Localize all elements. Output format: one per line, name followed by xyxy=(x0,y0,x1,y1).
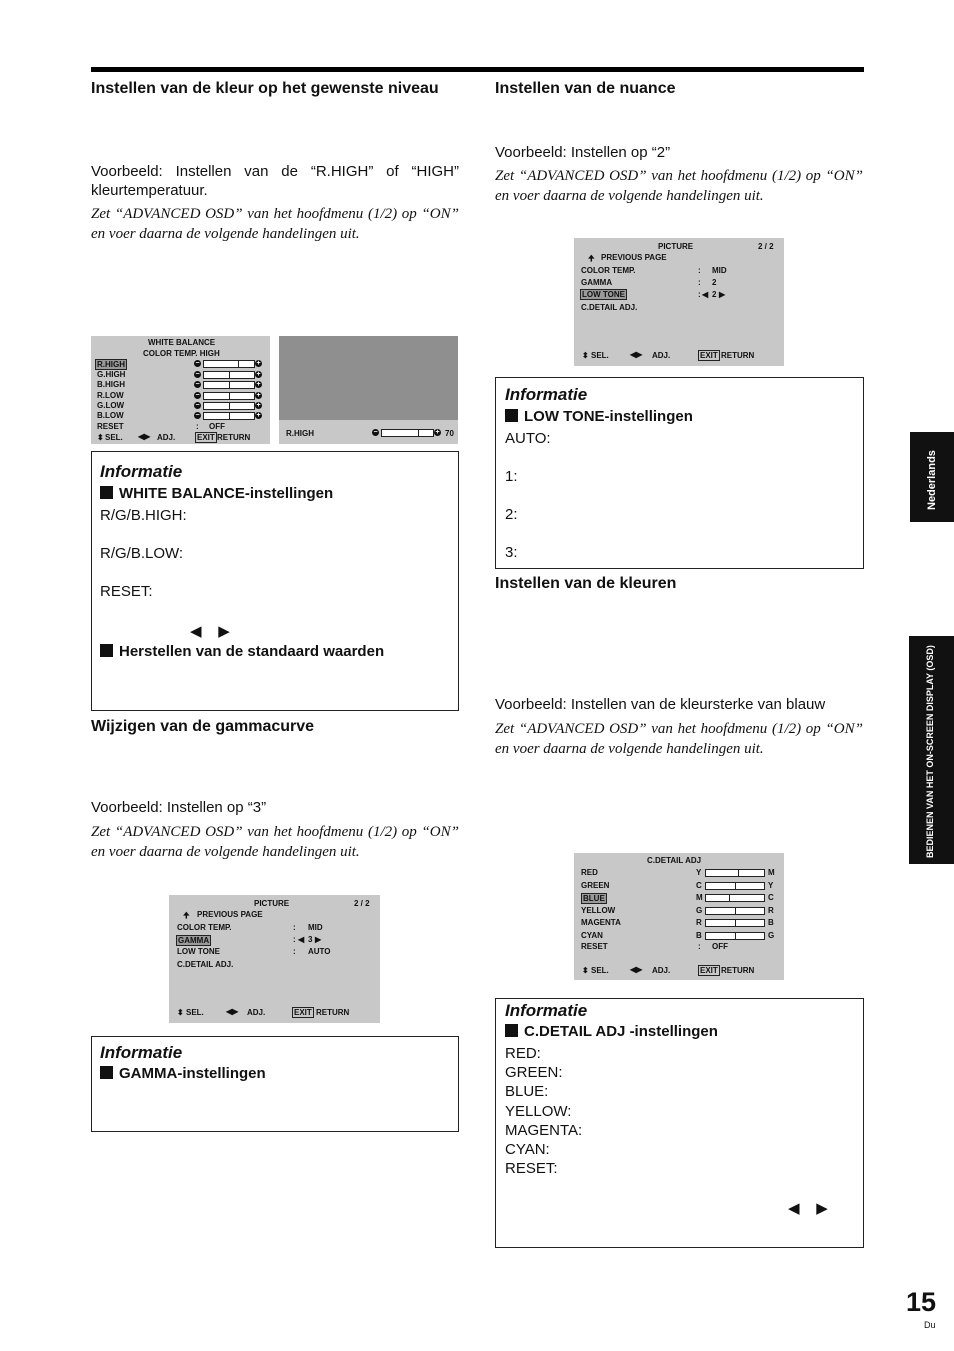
left-right-icon: ◀▶ xyxy=(630,350,643,359)
rhigh-value: 70 xyxy=(445,429,454,438)
info-title: Informatie xyxy=(505,1001,588,1020)
info-line: GREEN: xyxy=(505,1064,563,1081)
exit-label: EXIT xyxy=(700,351,718,360)
cdetail-row-label: MAGENTA xyxy=(581,918,621,927)
square-bullet-icon xyxy=(505,409,518,422)
cdetail-row-label: GREEN xyxy=(581,880,610,890)
plus-icon: + xyxy=(435,429,440,436)
adj-label: ADJ. xyxy=(247,1008,266,1017)
menu-row-label: C.DETAIL ADJ. xyxy=(581,303,638,312)
adj-label: ADJ. xyxy=(652,351,671,360)
rhigh-screen xyxy=(279,336,458,444)
menu-row-label-selected: GAMMA xyxy=(178,936,210,945)
cdetail-osd xyxy=(574,853,784,980)
updown-icon: ⬍ xyxy=(97,433,104,442)
white-balance-osd xyxy=(91,336,270,444)
updown-icon: ⬍ xyxy=(582,966,589,975)
colon: : xyxy=(293,935,296,944)
language-code: Du xyxy=(924,1320,936,1330)
reset-label: RESET xyxy=(581,942,608,951)
minus-icon: − xyxy=(195,381,200,388)
exit-label: EXIT xyxy=(197,433,215,442)
cdetail-row-label: YELLOW xyxy=(581,905,616,915)
square-bullet-icon xyxy=(505,1024,518,1037)
osd-page: 2 / 2 xyxy=(354,899,370,908)
wb-row-label: R.LOW xyxy=(97,391,124,400)
sel-label: SEL. xyxy=(186,1008,204,1017)
info-box-gamma xyxy=(91,1036,459,1132)
menu-row-value: AUTO xyxy=(308,947,331,956)
left-right-icon: ◀▶ xyxy=(138,432,151,441)
plus-icon: + xyxy=(256,392,261,399)
osd-title: C.DETAIL ADJ xyxy=(647,856,702,865)
adj-label: ADJ. xyxy=(157,433,176,442)
info-line: CYAN: xyxy=(505,1141,550,1158)
instruction-italic: Zet “ADVANCED OSD” van het hoofdmenu (1/2) op “ON” en voer daarna de volgende handelingen uit. xyxy=(495,168,863,204)
info-line: BLUE: xyxy=(505,1083,549,1100)
menu-row-value: 2 xyxy=(712,290,717,299)
gamma-osd xyxy=(169,895,380,1023)
minus-icon: − xyxy=(373,429,378,436)
reset-value: OFF xyxy=(209,422,225,431)
info-subheading-text: LOW TONE-instellingen xyxy=(524,408,693,425)
osd-subtitle: COLOR TEMP. HIGH xyxy=(143,349,220,358)
prev-page: PREVIOUS PAGE xyxy=(197,910,263,919)
section-tab xyxy=(909,636,954,864)
osd-page: 2 / 2 xyxy=(758,242,774,251)
info-subheading xyxy=(100,1065,266,1082)
info-subheading-text: Herstellen van de standaard waarden xyxy=(119,643,385,660)
cdetail-right-letter: M xyxy=(768,868,775,877)
top-rule xyxy=(91,67,864,72)
cdetail-row-label: BLUE xyxy=(583,894,605,903)
cdetail-slider xyxy=(705,907,765,915)
info-line: AUTO: xyxy=(505,430,551,447)
sel-label: SEL. xyxy=(591,966,609,975)
lowtone-osd xyxy=(574,238,784,366)
info-box-cdetail xyxy=(495,998,864,1248)
info-line: YELLOW: xyxy=(505,1103,572,1120)
plus-icon: + xyxy=(256,371,261,378)
wb-slider xyxy=(203,381,255,389)
info-title: Informatie xyxy=(505,385,588,404)
menu-row-label-selected: LOW TONE xyxy=(582,290,625,299)
example-text: Voorbeeld: Instellen op “2” xyxy=(495,144,671,161)
instruction-italic: Zet “ADVANCED OSD” van het hoofdmenu (1/2) op “ON” en voer daarna de volgende handelingen uit. xyxy=(91,824,459,860)
menu-row-value: MID xyxy=(308,923,323,932)
info-line: RED: xyxy=(505,1045,541,1062)
cdetail-left-letter: C xyxy=(696,880,702,890)
colon: : xyxy=(698,278,701,287)
minus-icon: − xyxy=(195,402,200,409)
menu-row-label: C.DETAIL ADJ. xyxy=(177,960,234,969)
left-arrow-icon: ◀ xyxy=(298,935,305,944)
plus-icon: + xyxy=(256,402,261,409)
sel-label: SEL. xyxy=(105,433,123,442)
left-arrow-icon: ◀ xyxy=(702,290,709,299)
info-subheading xyxy=(100,485,333,502)
sel-label: SEL. xyxy=(591,351,609,360)
language-tab-label: Nederlands xyxy=(926,450,938,510)
info-line: RESET: xyxy=(100,583,153,600)
cdetail-left-letter: R xyxy=(696,918,702,927)
heading-nuance: Instellen van de nuance xyxy=(495,80,676,97)
info-subheading-text: GAMMA-instellingen xyxy=(119,1065,266,1082)
wb-row-label: G.LOW xyxy=(97,401,125,410)
cdetail-left-letter: G xyxy=(696,905,703,915)
info-title: Informatie xyxy=(100,462,183,481)
adj-label: ADJ. xyxy=(652,966,671,975)
heading-colors: Instellen van de kleuren xyxy=(495,575,677,592)
up-arrow-icon: 🠉 xyxy=(588,254,595,263)
arrow-icons: ◀ ▶ xyxy=(788,1200,828,1217)
menu-row-value: MID xyxy=(712,266,727,275)
square-bullet-icon xyxy=(100,486,113,499)
minus-icon: − xyxy=(195,360,200,367)
rhigh-osd-bar xyxy=(279,420,458,444)
language-tab xyxy=(910,432,954,522)
cdetail-left-letter: M xyxy=(696,893,703,902)
wb-row-label: R.HIGH xyxy=(97,360,125,369)
exit-label: EXIT xyxy=(294,1008,312,1017)
wb-slider xyxy=(203,371,255,379)
info-subheading xyxy=(505,1023,718,1040)
cdetail-slider xyxy=(705,932,765,940)
info-subheading xyxy=(100,643,384,660)
heading-gamma: Wijzigen van de gammacurve xyxy=(91,718,315,735)
reset-value: OFF xyxy=(712,942,728,951)
menu-row-label: LOW TONE xyxy=(177,947,220,956)
wb-slider xyxy=(203,360,255,368)
osd-title: PICTURE xyxy=(658,242,694,251)
plus-icon: + xyxy=(256,412,261,419)
menu-row-label: COLOR TEMP. xyxy=(177,923,232,932)
info-line: R/G/B.HIGH: xyxy=(100,507,187,524)
info-line: RESET: xyxy=(505,1160,558,1177)
section-tab-label: BEDIENEN VAN HET ON-SCREEN DISPLAY (OSD) xyxy=(925,645,935,858)
cdetail-right-letter: R xyxy=(768,905,774,915)
info-box-white-balance xyxy=(91,451,459,711)
info-subheading-text: C.DETAIL ADJ -instellingen xyxy=(524,1023,718,1040)
exit-label: EXIT xyxy=(700,966,718,975)
info-line: 2: xyxy=(505,506,518,523)
colon: : xyxy=(698,290,701,299)
example-text: Voorbeeld: Instellen van de “R.HIGH” of “HIGH” kleurtemperatuur. xyxy=(91,163,459,199)
up-arrow-icon: 🠉 xyxy=(183,911,190,920)
menu-row-label: COLOR TEMP. xyxy=(581,266,636,275)
left-right-icon: ◀▶ xyxy=(226,1007,239,1016)
left-right-icon: ◀▶ xyxy=(630,965,643,974)
return-label: RETURN xyxy=(217,433,251,442)
page-number: 15 xyxy=(906,1287,937,1317)
plus-icon: + xyxy=(256,360,261,367)
cdetail-right-letter: B xyxy=(768,918,774,927)
info-box-low-tone xyxy=(495,377,864,569)
right-arrow-icon: ▶ xyxy=(719,290,726,299)
cdetail-row-label: CYAN xyxy=(581,930,603,940)
colon: : xyxy=(293,923,296,932)
colon: : xyxy=(698,942,701,951)
heading-color-level: Instellen van de kleur op het gewenste niveau xyxy=(91,80,439,97)
cdetail-slider xyxy=(705,882,765,890)
rhigh-label: R.HIGH xyxy=(286,429,314,438)
cdetail-slider xyxy=(705,919,765,927)
info-subheading-text: WHITE BALANCE-instellingen xyxy=(119,485,334,502)
updown-icon: ⬍ xyxy=(177,1008,184,1017)
right-arrow-icon: ▶ xyxy=(315,935,322,944)
cdetail-slider xyxy=(705,894,765,902)
updown-icon: ⬍ xyxy=(582,351,589,360)
colon: : xyxy=(698,266,701,275)
info-subheading xyxy=(505,408,693,425)
wb-row-label: B.LOW xyxy=(97,411,124,420)
rhigh-slider xyxy=(381,429,434,437)
cdetail-slider xyxy=(705,869,765,877)
minus-icon: − xyxy=(195,371,200,378)
wb-slider xyxy=(203,392,255,400)
wb-row-label: G.HIGH xyxy=(97,370,126,379)
return-label: RETURN xyxy=(721,966,755,975)
info-line: R/G/B.LOW: xyxy=(100,545,184,562)
reset-label: RESET xyxy=(97,422,124,431)
example-text: Voorbeeld: Instellen van de kleursterke van blauw xyxy=(495,696,826,713)
arrow-icons: ◀ ▶ xyxy=(190,623,230,640)
osd-title: WHITE BALANCE xyxy=(148,338,216,347)
example-text: Voorbeeld: Instellen op “3” xyxy=(91,799,267,816)
square-bullet-icon xyxy=(100,644,113,657)
cdetail-right-letter: Y xyxy=(768,880,774,890)
minus-icon: − xyxy=(195,412,200,419)
cdetail-left-letter: Y xyxy=(696,868,702,877)
instruction-italic: Zet “ADVANCED OSD” van het hoofdmenu (1/2) op “ON” en voer daarna de volgende handelingen uit. xyxy=(91,206,459,242)
menu-row-value: 3 xyxy=(308,935,313,944)
colon: : xyxy=(293,947,296,956)
cdetail-row-label: RED xyxy=(581,868,598,877)
cdetail-right-letter: C xyxy=(768,893,774,902)
menu-row-label: GAMMA xyxy=(581,278,613,287)
wb-row-label: B.HIGH xyxy=(97,380,125,389)
instruction-italic: Zet “ADVANCED OSD” van het hoofdmenu (1/2) op “ON” en voer daarna de volgende handelingen uit. xyxy=(495,721,863,757)
info-line: 1: xyxy=(505,468,518,485)
square-bullet-icon xyxy=(100,1066,113,1079)
wb-slider xyxy=(203,402,255,410)
return-label: RETURN xyxy=(316,1008,350,1017)
wb-slider xyxy=(203,412,255,420)
minus-icon: − xyxy=(195,392,200,399)
cdetail-right-letter: G xyxy=(768,930,775,940)
colon: : xyxy=(196,422,199,431)
info-title: Informatie xyxy=(100,1043,183,1062)
osd-title: PICTURE xyxy=(254,899,290,908)
info-line: MAGENTA: xyxy=(505,1122,583,1139)
prev-page: PREVIOUS PAGE xyxy=(601,253,667,262)
return-label: RETURN xyxy=(721,351,755,360)
plus-icon: + xyxy=(256,381,261,388)
cdetail-left-letter: B xyxy=(696,930,702,940)
info-line: 3: xyxy=(505,544,518,561)
menu-row-value: 2 xyxy=(712,278,717,287)
